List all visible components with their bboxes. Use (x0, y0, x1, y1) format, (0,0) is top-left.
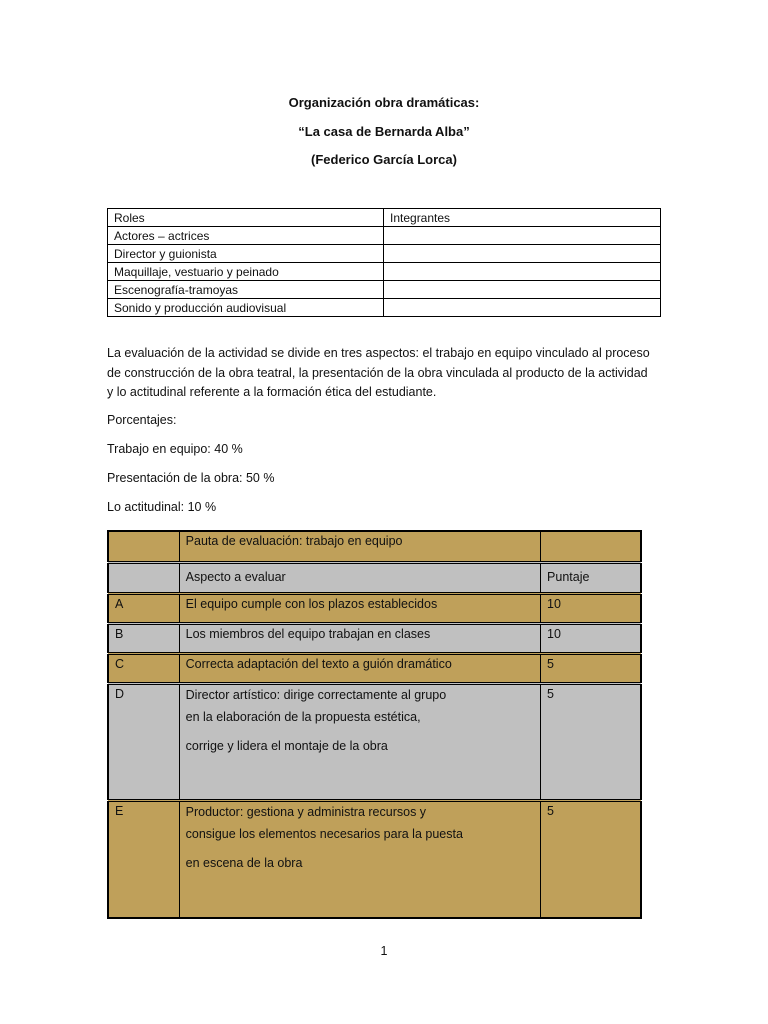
empty-cell (541, 531, 641, 562)
author-name: (Federico García Lorca) (311, 152, 457, 167)
doc-title: Organización obra dramáticas: (288, 95, 480, 110)
page-number: 1 (380, 944, 388, 958)
empty-cell (108, 562, 179, 593)
row-aspect: Los miembros del equipo trabajan en clases (179, 623, 540, 653)
percentage-attitude: Lo actitudinal: 10 % (107, 500, 217, 514)
play-title: “La casa de Bernarda Alba” (298, 124, 470, 139)
table-row (108, 800, 641, 918)
aspect-line: Productor: gestiona y administra recursos y (185, 804, 427, 819)
table-row (108, 299, 661, 317)
aspect-line: consigue los elementos necesarios para la puesta (185, 826, 463, 841)
intro-line: La evaluación de la actividad se divide en tres aspectos: el trabajo en equipo vinculado al proceso (107, 346, 650, 360)
members-cell (384, 263, 661, 281)
table-row (108, 281, 661, 299)
table-row (108, 593, 641, 623)
eval-title-row (108, 531, 641, 562)
table-row (108, 653, 641, 683)
role-cell: Actores – actrices (108, 227, 384, 245)
percentage-presentation: Presentación de la obra: 50 % (107, 471, 275, 485)
table-row (108, 245, 661, 263)
header-aspect: Aspecto a evaluar (179, 562, 540, 593)
role-cell: Director y guionista (108, 245, 384, 263)
role-cell: Escenografía-tramoyas (108, 281, 384, 299)
aspect-line: en escena de la obra (185, 855, 303, 870)
intro-line: y lo actitudinal referente a la formación ética del estudiante. (107, 385, 437, 399)
table-row (108, 263, 661, 281)
row-aspect (179, 800, 540, 918)
members-cell (384, 227, 661, 245)
table-header-row (108, 209, 661, 227)
header-integrantes: Integrantes (384, 209, 661, 227)
eval-title: Pauta de evaluación: trabajo en equipo (179, 531, 540, 562)
row-aspect: El equipo cumple con los plazos establecidos (179, 593, 540, 623)
table-row (108, 683, 641, 800)
row-score: 5 (541, 653, 641, 683)
row-aspect (179, 683, 540, 800)
row-aspect: Correcta adaptación del texto a guión dramático (179, 653, 540, 683)
aspect-line: corrige y lidera el montaje de la obra (185, 738, 388, 753)
aspect-line: Director artístico: dirige correctamente al grupo (185, 687, 447, 702)
table-row (108, 227, 661, 245)
row-score: 5 (541, 800, 641, 918)
row-id: E (108, 800, 179, 918)
percentage-teamwork: Trabajo en equipo: 40 % (107, 442, 243, 456)
eval-header-row (108, 562, 641, 593)
intro-paragraph (107, 344, 663, 403)
row-id: D (108, 683, 179, 800)
empty-cell (108, 531, 179, 562)
members-cell (384, 281, 661, 299)
aspect-line: en la elaboración de la propuesta estética, (185, 709, 421, 724)
row-id: C (108, 653, 179, 683)
row-score: 10 (541, 623, 641, 653)
role-cell: Sonido y producción audiovisual (108, 299, 384, 317)
roles-table (107, 208, 661, 317)
header-roles: Roles (108, 209, 384, 227)
percentages-heading: Porcentajes: (107, 413, 177, 427)
row-id: A (108, 593, 179, 623)
members-cell (384, 245, 661, 263)
intro-line: de construcción de la obra teatral, la presentación de la obra vinculada al producto de la actividad (107, 365, 648, 380)
header-score: Puntaje (541, 562, 641, 593)
role-cell: Maquillaje, vestuario y peinado (108, 263, 384, 281)
row-score: 10 (541, 593, 641, 623)
row-id: B (108, 623, 179, 653)
row-score: 5 (541, 683, 641, 800)
evaluation-table (107, 530, 642, 919)
members-cell (384, 299, 661, 317)
table-row (108, 623, 641, 653)
